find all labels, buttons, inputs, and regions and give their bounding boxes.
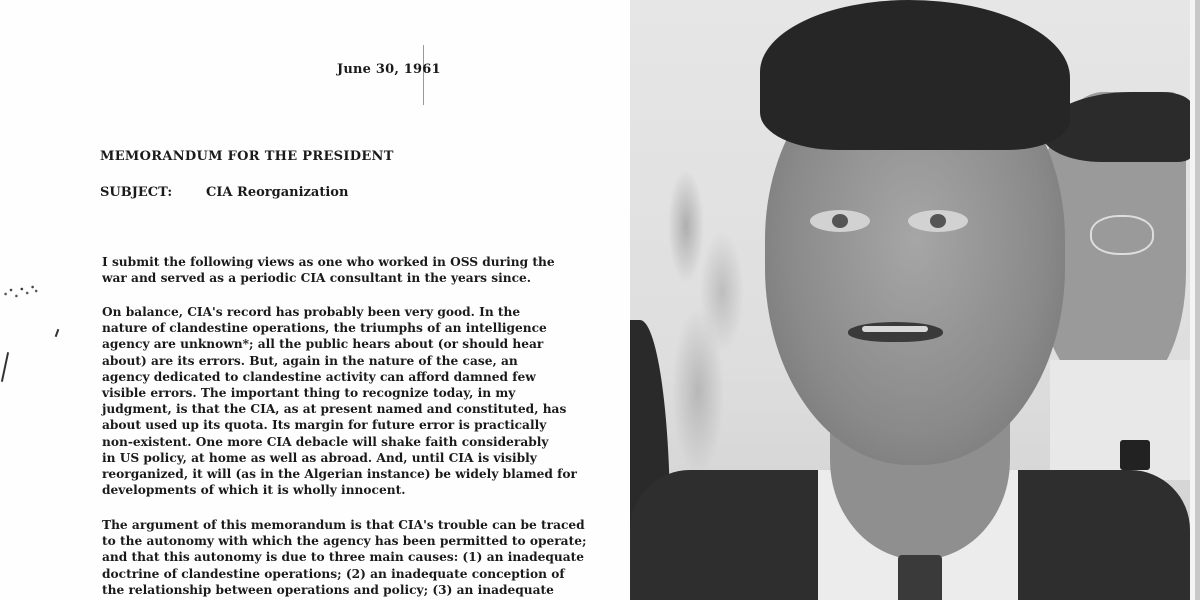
text-line: visible errors. The important thing to recognize today, in my [102,386,516,401]
text-line: non-existent. One more CIA debacle will shake faith considerably [102,434,549,449]
memo-subject [100,185,348,200]
necktie [898,555,942,600]
text-line: judgment, is that the CIA, as at present named and constituted, has [102,402,567,417]
text-line: doctrine of clandestine operations; (2) an inadequate conception of [102,566,565,581]
text-line: and that this autonomy is due to three main causes: (1) an inadequate [102,550,585,565]
margin-scribble [2,282,38,302]
text-line: about) are its errors. But, again in the nature of the case, an [102,353,518,368]
text-line: agency are unknown*; all the public hears about (or should hear [102,337,544,352]
paragraph-3 [102,517,622,598]
photo-border-gray [1195,0,1200,600]
text-line: On balance, CIA's record has probably been very good. In the [102,305,521,319]
text-line: the relationship between operations and policy; (3) an inadequate [102,582,554,597]
paragraph-1 [102,254,622,286]
subject-label: SUBJECT: [100,185,173,200]
text-line: nature of clandestine operations, the triumphs of an intelligence [102,321,547,336]
text-line: to the autonomy with which the agency has been permitted to operate; [102,534,587,549]
paragraph-2 [102,304,622,498]
text-line: about used up its quota. Its margin for future error is practically [102,418,547,433]
portrait-photo [630,0,1190,600]
right-eye [908,210,968,232]
text-line: in US policy, at home as well as abroad. And, until CIA is visibly [102,450,537,465]
margin-tick-mark [55,329,60,337]
memo-heading: MEMORANDUM FOR THE PRESIDENT [100,149,394,164]
subject-value: CIA Reorganization [206,185,349,200]
margin-line-mark [1,352,9,382]
memo-date: June 30, 1961 [337,62,441,77]
text-line: I submit the following views as one who worked in OSS during the [102,255,555,269]
text-line: developments of which it is wholly innocent. [102,483,406,498]
text-line: war and served as a periodic CIA consultant in the years since. [102,271,531,286]
main-subject-hair [760,0,1070,150]
background-man-tie [1120,440,1150,470]
text-line: agency dedicated to clandestine activity can afford damned few [102,369,536,384]
background-man-glasses [1090,215,1154,255]
mouth [848,322,943,342]
background-wall [650,160,770,490]
left-eye [810,210,870,232]
text-line: reorganized, it will (as in the Algerian instance) be widely blamed for [102,467,577,482]
text-line: The argument of this memorandum is that CIA's trouble can be traced [102,518,585,532]
